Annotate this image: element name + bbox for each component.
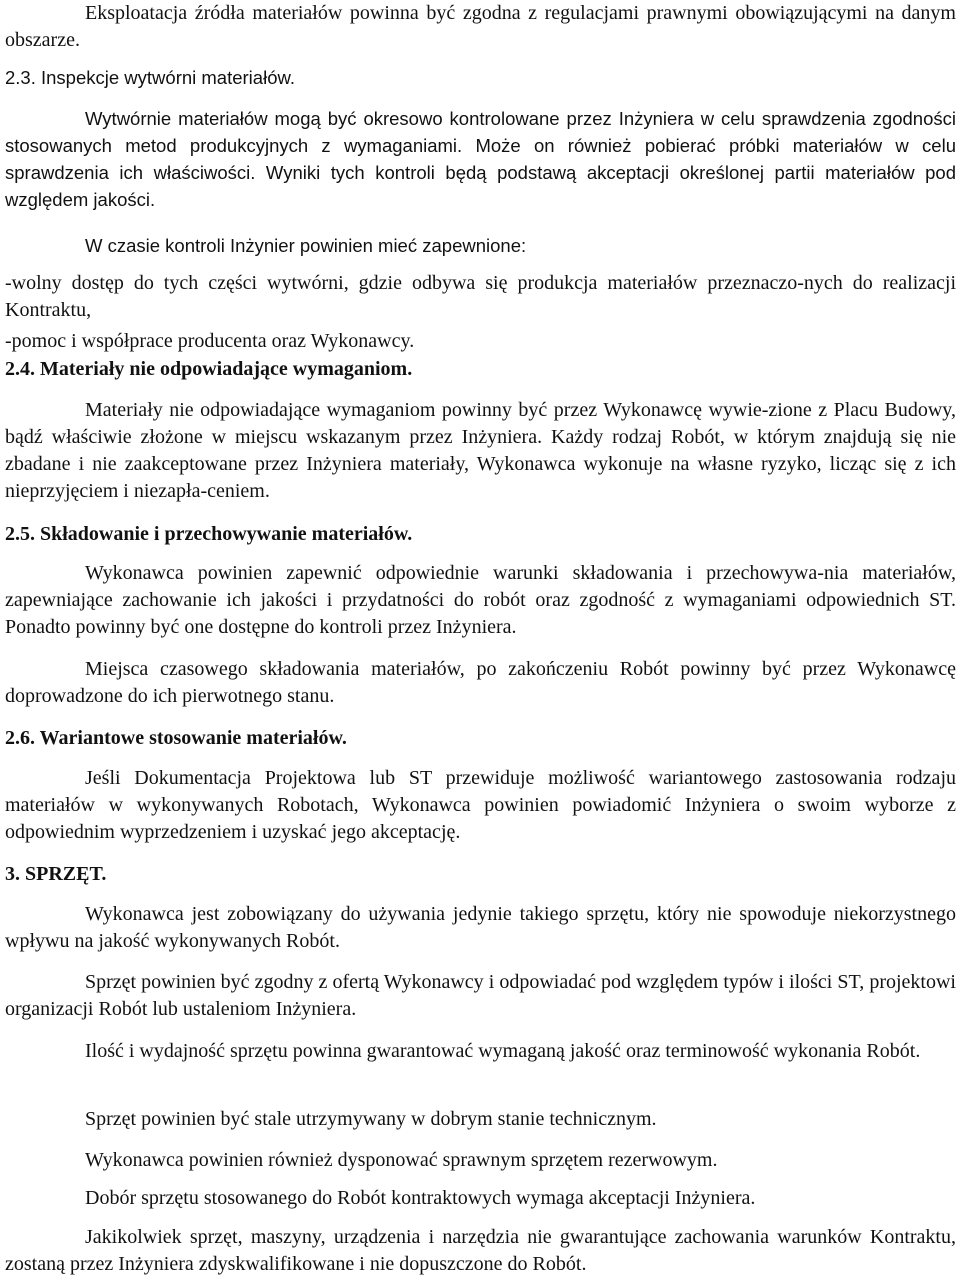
- paragraph-exploitation: Eksploatacja źródła materiałów powinna być zgodna z regulacjami prawnymi obowiązującymi na danym obszarze.: [5, 2, 956, 51]
- paragraph-disqualification: Jakikolwiek sprzęt, maszyny, urządzenia i narzędzia nie gwarantujące zachowania warunków Kontraktu, zostaną przez Inżyniera zdyskwalifikowane i nie dopuszczone do Robót.: [5, 1226, 956, 1275]
- paragraph-variant-use: Jeśli Dokumentacja Projektowa lub ST przewiduje możliwość wariantowego zastosowania rodzaju materiałów w wykonywanych Robotach, Wykonawca powinien powiadomić Inżyniera o swoim wyborze z odpowiednim wyprzedzeniem i uzyskać jego akceptację.: [5, 767, 956, 843]
- paragraph-assistance: -pomoc i współprace producenta oraz Wykonawcy.: [5, 330, 415, 352]
- heading-2-5: 2.5. Składowanie i przechowywanie materiałów.: [5, 523, 413, 545]
- paragraph-temporary-storage: Miejsca czasowego składowania materiałów, po zakończeniu Robót powinny być przez Wykonawcę doprowadzone do ich pierwotnego stanu.: [5, 658, 956, 707]
- paragraph-reserve-equipment: Wykonawca powinien również dysponować sprawnym sprzętem rezerwowym.: [85, 1149, 718, 1171]
- heading-2-3: 2.3. Inspekcje wytwórni materiałów.: [5, 67, 295, 88]
- paragraph-free-access: -wolny dostęp do tych części wytwórni, gdzie odbywa się produkcja materiałów przeznaczo-nych do realizacji Kontraktu,: [5, 272, 956, 321]
- paragraph-inspections: Wytwórnie materiałów mogą być okresowo kontrolowane przez Inżyniera w celu sprawdzenia zgodności stosowanych metod produkcyjnych z wymaganiami. Może on również pobierać próbki materiałów w celu sprawdzenia ich właściwości. Wyniki tych kontroli będą podstawą akceptacji określonej partii materiałów pod względem jakości.: [5, 108, 956, 210]
- paragraph-nonconforming-materials: Materiały nie odpowiadające wymaganiom powinny być przez Wykonawcę wywie-zione z Placu Budowy, bądź właściwie złożone w miejscu wskazanym przez Inżyniera. Każdy rodzaj Robót, w którym znajdują się nie zbadane i nie zaakceptowane przez Inżyniera materiały, Wykonawca wykonuje na własne ryzyko, licząc się z ich nieprzyjęciem i niezapła-ceniem.: [5, 399, 956, 502]
- paragraph-storage: Wykonawca powinien zapewnić odpowiednie warunki składowania i przechowywa-nia materiałów, zapewniające zachowanie ich jakości i przydatności do robót oraz zgodność z wymaganiami odpowiednich ST. Ponadto powinny być one dostępne do kontroli przez Inżyniera.: [5, 562, 956, 638]
- paragraph-equipment-compliance: Sprzęt powinien być zgodny z ofertą Wykonawcy i odpowiadać pod względem typów i ilości ST, projektowi organizacji Robót lub ustaleniom Inżyniera.: [5, 971, 956, 1020]
- heading-2-6: 2.6. Wariantowe stosowanie materiałów.: [5, 727, 347, 749]
- paragraph-equipment-capacity: Ilość i wydajność sprzętu powinna gwarantować wymaganą jakość oraz terminowość wykonania Robót.: [85, 1040, 921, 1062]
- paragraph-control-intro: W czasie kontroli Inżynier powinien mieć zapewnione:: [85, 235, 527, 256]
- paragraph-equipment-obligation: Wykonawca jest zobowiązany do używania jedynie takiego sprzętu, który nie spowoduje niekorzystnego wpływu na jakość wykonywanych Robót.: [5, 903, 956, 952]
- heading-2-4: 2.4. Materiały nie odpowiadające wymaganiom.: [5, 358, 413, 380]
- paragraph-equipment-approval: Dobór sprzętu stosowanego do Robót kontraktowych wymaga akceptacji Inżyniera.: [85, 1187, 756, 1209]
- paragraph-equipment-maintenance: Sprzęt powinien być stale utrzymywany w dobrym stanie technicznym.: [85, 1108, 657, 1130]
- heading-3: 3. SPRZĘT.: [5, 863, 107, 885]
